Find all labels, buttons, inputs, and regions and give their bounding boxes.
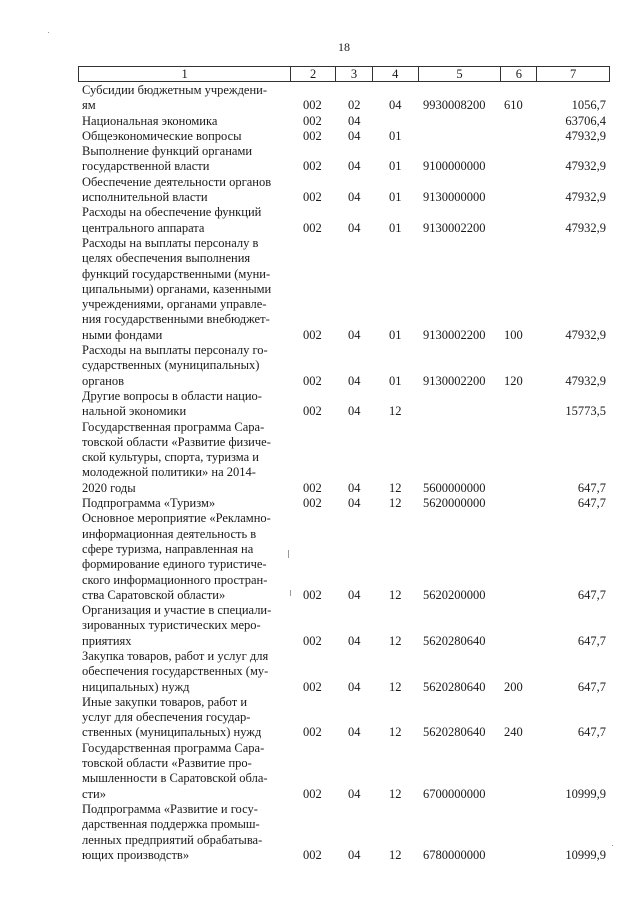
description-line: ственных (муниципальных) нужд — [82, 725, 262, 740]
subsection-code: 04 — [389, 98, 402, 113]
amount: 47932,9 — [565, 220, 606, 235]
table-row — [78, 175, 610, 206]
description-line: Государственная программа Сара- — [82, 419, 265, 434]
amount: 63706,4 — [565, 113, 606, 128]
description-line: Подпрограмма «Туризм» — [82, 496, 216, 511]
subsection-code: 01 — [389, 373, 402, 388]
section-code: 04 — [348, 159, 361, 174]
description-line: ского информационного простран- — [82, 572, 268, 587]
row-description — [78, 511, 291, 603]
table-row — [78, 129, 610, 144]
subsection-code: 12 — [389, 633, 402, 648]
row-description — [78, 802, 291, 863]
description-line: центрального аппарата — [82, 220, 205, 235]
subsection-code: 12 — [389, 679, 402, 694]
row-description — [78, 205, 291, 236]
subsection-code: 12 — [389, 847, 402, 862]
subsection-code: 12 — [389, 496, 402, 511]
target-article-code: 9100000000 — [423, 159, 486, 174]
description-line: 2020 годы — [82, 480, 136, 495]
amount: 10999,9 — [565, 786, 606, 801]
section-code: 04 — [348, 220, 361, 235]
description-line: формирование единого туристиче- — [82, 557, 267, 572]
description-line: информационная деятельность в — [82, 526, 257, 541]
ministry-code: 002 — [303, 633, 322, 648]
ministry-code: 002 — [303, 725, 322, 740]
amount: 47932,9 — [565, 190, 606, 205]
description-line: ниципальных) нужд — [82, 679, 190, 694]
description-line: Обеспечение деятельности органов — [82, 174, 272, 189]
ministry-code: 002 — [303, 847, 322, 862]
section-code: 04 — [348, 786, 361, 801]
row-description — [78, 144, 291, 175]
description-line: Национальная экономика — [82, 113, 218, 128]
description-line: целях обеспечения выполнения — [82, 251, 251, 266]
table-row — [78, 389, 610, 420]
description-line: молодежной политики» на 2014- — [82, 465, 256, 480]
amount: 647,7 — [577, 725, 606, 740]
ministry-code: 002 — [303, 159, 322, 174]
section-code: 02 — [348, 98, 361, 113]
description-line: ям — [82, 98, 96, 113]
description-line: Организация и участие в специали- — [82, 603, 272, 618]
amount: 647,7 — [577, 679, 606, 694]
description-line: ства Саратовской области» — [82, 587, 226, 602]
description-line: исполнительной власти — [82, 190, 208, 205]
section-code: 04 — [348, 327, 361, 342]
budget-table-body — [78, 83, 610, 863]
row-description — [78, 389, 291, 420]
ministry-code: 002 — [303, 113, 322, 128]
row-description — [78, 496, 291, 511]
section-code: 04 — [348, 587, 361, 602]
description-line: ющих производств» — [82, 847, 190, 862]
target-article-code: 9930008200 — [423, 98, 486, 113]
target-article-code: 6700000000 — [423, 786, 486, 801]
expense-type-code: 200 — [504, 679, 523, 694]
description-line: ленных предприятий обрабатыва- — [82, 832, 263, 847]
ministry-code: 002 — [303, 373, 322, 388]
description-line: Другие вопросы в области нацио- — [82, 388, 262, 403]
description-line: нальной экономики — [82, 404, 187, 419]
description-line: услуг для обеспечения государ- — [82, 710, 251, 725]
amount: 47932,9 — [565, 159, 606, 174]
description-line: Подпрограмма «Развитие и госу- — [82, 801, 258, 816]
description-line: учреждениями, органами управле- — [82, 297, 267, 312]
table-row — [78, 802, 610, 863]
table-row — [78, 114, 610, 129]
table-row — [78, 144, 610, 175]
amount: 15773,5 — [565, 404, 606, 419]
ministry-code: 002 — [303, 190, 322, 205]
subsection-code: 01 — [389, 190, 402, 205]
description-line: товской области «Развитие физиче- — [82, 434, 271, 449]
subsection-code: 01 — [389, 220, 402, 235]
description-line: сти» — [82, 786, 106, 801]
amount: 10999,9 — [565, 847, 606, 862]
table-row — [78, 649, 610, 695]
page-number: 18 — [338, 40, 350, 54]
description-line: ципальными) органами, казенными — [82, 281, 272, 296]
amount: 47932,9 — [565, 327, 606, 342]
expense-type-code: 610 — [504, 98, 523, 113]
description-line: органов — [82, 373, 125, 388]
target-article-code: 9130002200 — [423, 327, 486, 342]
table-row — [78, 236, 610, 343]
scan-mark — [48, 32, 49, 33]
description-line: Государственная программа Сара- — [82, 740, 265, 755]
target-article-code: 9130002200 — [423, 373, 486, 388]
table-row — [78, 511, 610, 603]
target-article-code: 5620280640 — [423, 725, 486, 740]
target-article-code: 9130000000 — [423, 190, 486, 205]
column-header-4: 4 — [373, 67, 419, 81]
description-line: обеспечения государственных (му- — [82, 664, 269, 679]
section-code: 04 — [348, 847, 361, 862]
description-line: Основное мероприятие «Рекламно- — [82, 511, 271, 526]
column-header-2: 2 — [291, 67, 336, 81]
amount: 47932,9 — [565, 128, 606, 143]
table-row — [78, 695, 610, 741]
table-header — [78, 66, 610, 82]
ministry-code: 002 — [303, 496, 322, 511]
ministry-code: 002 — [303, 98, 322, 113]
description-line: Расходы на выплаты персоналу го- — [82, 343, 268, 358]
target-article-code: 5620000000 — [423, 496, 486, 511]
row-description — [78, 129, 291, 144]
description-line: ния государственными внебюджет- — [82, 312, 270, 327]
row-description — [78, 236, 291, 343]
description-line: Выполнение функций органами — [82, 144, 253, 159]
row-description — [78, 420, 291, 496]
description-line: Субсидии бюджетным учреждени- — [82, 83, 268, 97]
description-line: зированных туристических меро- — [82, 618, 261, 633]
table-row — [78, 496, 610, 511]
description-line: дарственная поддержка промыш- — [82, 817, 260, 832]
row-description — [78, 83, 291, 114]
table-row — [78, 83, 610, 114]
target-article-code: 9130002200 — [423, 220, 486, 235]
table-row — [78, 420, 610, 496]
target-article-code: 5620280640 — [423, 679, 486, 694]
description-line: приятиях — [82, 633, 132, 648]
row-description — [78, 343, 291, 389]
target-article-code: 5620280640 — [423, 633, 486, 648]
target-article-code: 6780000000 — [423, 847, 486, 862]
ministry-code: 002 — [303, 587, 322, 602]
column-header-3: 3 — [336, 67, 373, 81]
section-code: 04 — [348, 113, 361, 128]
description-line: сударственных (муниципальных) — [82, 358, 260, 373]
amount: 647,7 — [577, 496, 606, 511]
ministry-code: 002 — [303, 327, 322, 342]
subsection-code: 12 — [389, 786, 402, 801]
description-line: Расходы на выплаты персоналу в — [82, 235, 259, 250]
expense-type-code: 240 — [504, 725, 523, 740]
amount: 647,7 — [577, 480, 606, 495]
ministry-code: 002 — [303, 480, 322, 495]
ministry-code: 002 — [303, 404, 322, 419]
description-line: Иные закупки товаров, работ и — [82, 694, 248, 709]
subsection-code: 01 — [389, 327, 402, 342]
table-row — [78, 603, 610, 649]
description-line: сфере туризма, направленная на — [82, 541, 254, 556]
section-code: 04 — [348, 373, 361, 388]
description-line: Закупка товаров, работ и услуг для — [82, 648, 269, 663]
table-row — [78, 205, 610, 236]
description-line: функций государственными (муни- — [82, 266, 271, 281]
section-code: 04 — [348, 633, 361, 648]
ministry-code: 002 — [303, 220, 322, 235]
row-description — [78, 114, 291, 129]
expense-type-code: 120 — [504, 373, 523, 388]
target-article-code: 5620200000 — [423, 587, 486, 602]
column-header-6: 6 — [501, 67, 537, 81]
row-description — [78, 695, 291, 741]
subsection-code: 12 — [389, 480, 402, 495]
subsection-code: 12 — [389, 404, 402, 419]
section-code: 04 — [348, 128, 361, 143]
section-code: 04 — [348, 404, 361, 419]
column-header-7: 7 — [569, 67, 577, 81]
section-code: 04 — [348, 725, 361, 740]
amount: 1056,7 — [571, 98, 606, 113]
row-description — [78, 741, 291, 802]
subsection-code: 01 — [389, 128, 402, 143]
description-line: ными фондами — [82, 327, 163, 342]
expense-type-code: 100 — [504, 327, 523, 342]
target-article-code: 5600000000 — [423, 480, 486, 495]
subsection-code: 12 — [389, 725, 402, 740]
subsection-code: 01 — [389, 159, 402, 174]
section-code: 04 — [348, 480, 361, 495]
description-line: Общеэкономические вопросы — [82, 128, 242, 143]
section-code: 04 — [348, 679, 361, 694]
section-code: 04 — [348, 496, 361, 511]
column-header-5: 5 — [419, 67, 502, 81]
description-line: Расходы на обеспечение функций — [82, 205, 262, 220]
section-code: 04 — [348, 190, 361, 205]
ministry-code: 002 — [303, 679, 322, 694]
table-row — [78, 741, 610, 802]
table-row — [78, 343, 610, 389]
amount: 647,7 — [577, 633, 606, 648]
ministry-code: 002 — [303, 786, 322, 801]
column-header-1: 1 — [79, 67, 291, 81]
description-line: государственной власти — [82, 159, 210, 174]
amount: 47932,9 — [565, 373, 606, 388]
description-line: мышленности в Саратовской обла- — [82, 771, 268, 786]
ministry-code: 002 — [303, 128, 322, 143]
scan-mark — [612, 845, 613, 846]
amount: 647,7 — [577, 587, 606, 602]
description-line: товской области «Развитие про- — [82, 756, 252, 771]
description-line: ской культуры, спорта, туризма и — [82, 450, 259, 465]
row-description — [78, 649, 291, 695]
row-description — [78, 603, 291, 649]
subsection-code: 12 — [389, 587, 402, 602]
row-description — [78, 175, 291, 206]
